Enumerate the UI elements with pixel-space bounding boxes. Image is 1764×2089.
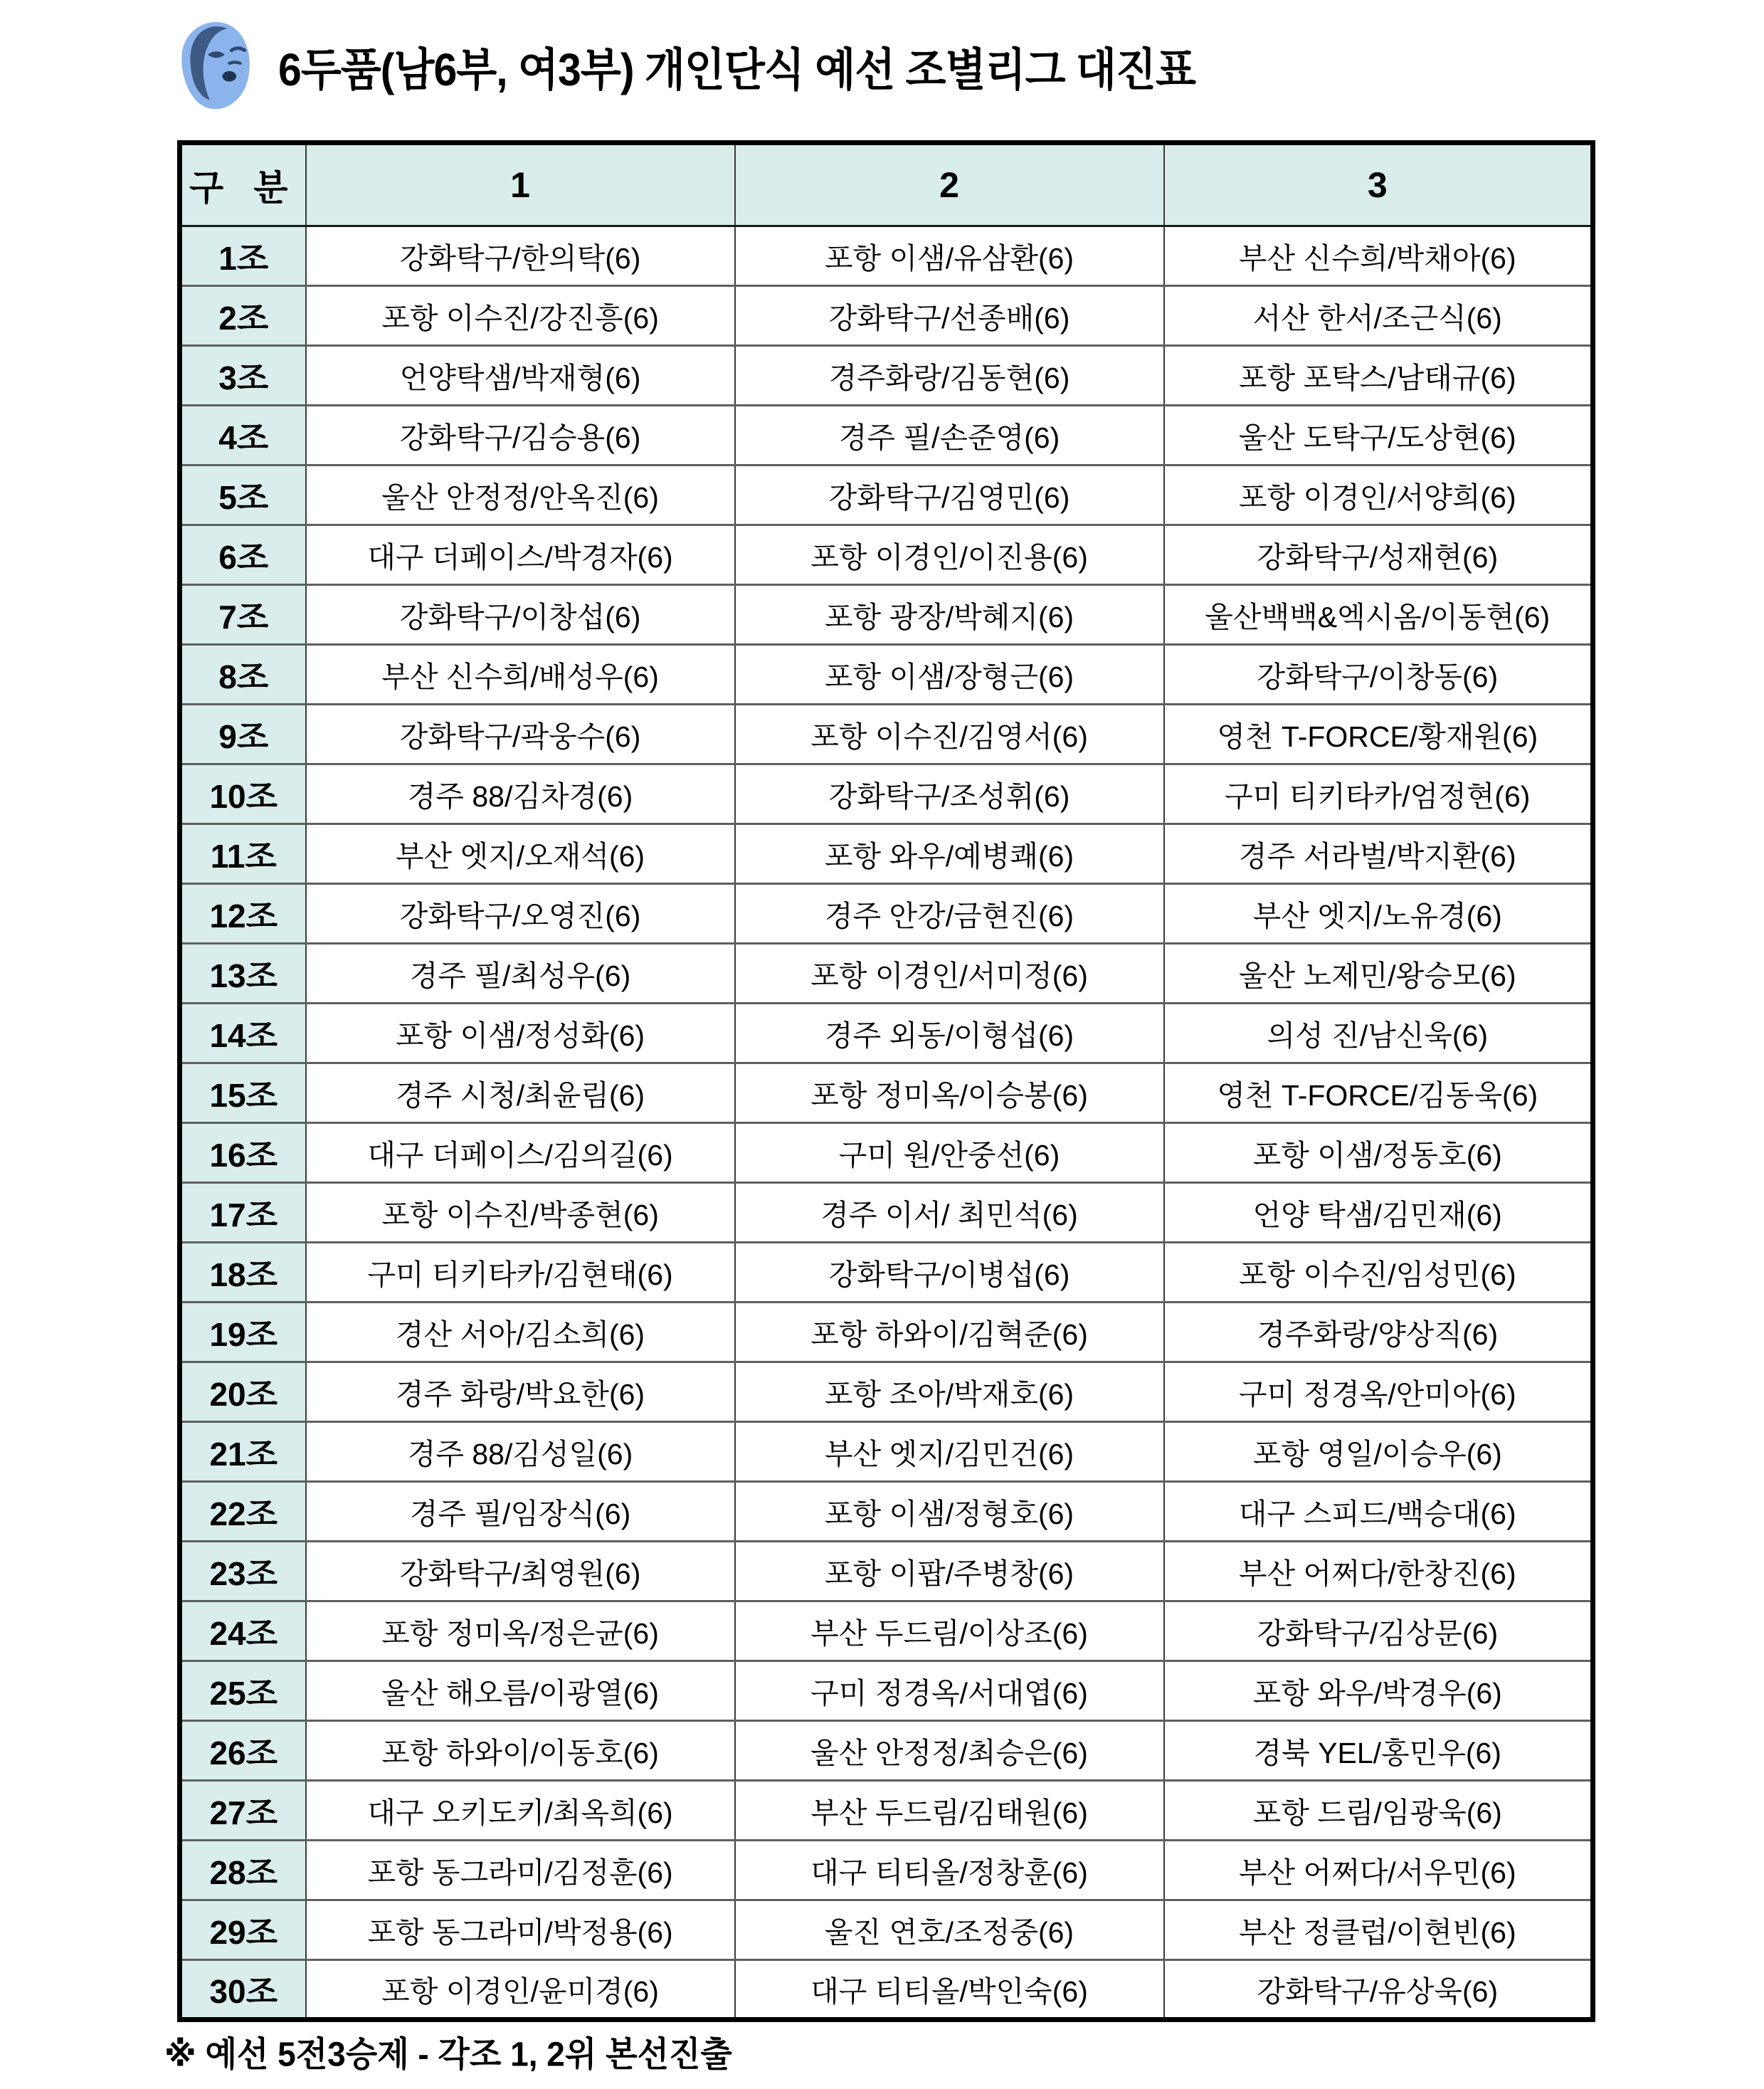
- group-label: 14조: [180, 1004, 306, 1063]
- team-cell-1: 강화탁구/오영진(6): [306, 884, 735, 944]
- table-row: [180, 1781, 1593, 1841]
- team-cell-3: 포항 드림/임광욱(6): [1164, 1781, 1593, 1841]
- header-col-3: 3: [1164, 143, 1593, 226]
- team-cell-1: 포항 이수진/강진흥(6): [306, 286, 735, 346]
- team-cell-1: 울산 안정정/안옥진(6): [306, 465, 735, 525]
- team-cell-1: 포항 정미옥/정은균(6): [306, 1601, 735, 1661]
- group-label: 12조: [180, 884, 306, 944]
- header-row: [180, 143, 1593, 226]
- team-cell-3: 부산 정클럽/이현빈(6): [1164, 1900, 1593, 1960]
- team-cell-2: 경주 이서/ 최민석(6): [735, 1183, 1164, 1243]
- group-label: 4조: [180, 406, 306, 465]
- table-row: [180, 226, 1593, 286]
- team-cell-1: 대구 오키도키/최옥희(6): [306, 1781, 735, 1841]
- team-cell-1: 강화탁구/김승용(6): [306, 406, 735, 465]
- team-cell-2: 경주 외동/이형섭(6): [735, 1004, 1164, 1063]
- team-cell-1: 부산 신수희/배성우(6): [306, 645, 735, 705]
- group-label: 8조: [180, 645, 306, 705]
- team-cell-1: 구미 티키타카/김현태(6): [306, 1243, 735, 1303]
- team-cell-1: 포항 이수진/박종현(6): [306, 1183, 735, 1243]
- team-cell-1: 경주 88/김차경(6): [306, 764, 735, 824]
- team-cell-2: 부산 두드림/이상조(6): [735, 1601, 1164, 1661]
- table-row: [180, 1063, 1593, 1123]
- group-label: 30조: [180, 1960, 306, 2020]
- team-cell-2: 포항 이샘/장형근(6): [735, 645, 1164, 705]
- team-cell-3: 경주화랑/양상직(6): [1164, 1303, 1593, 1362]
- table-row: [180, 645, 1593, 705]
- table-row: [180, 1721, 1593, 1781]
- group-label: 29조: [180, 1900, 306, 1960]
- team-cell-3: 포항 영일/이승우(6): [1164, 1422, 1593, 1482]
- team-cell-1: 포항 이경인/윤미경(6): [306, 1960, 735, 2020]
- footer-note: ※ 예선 5전3승제 - 각조 1, 2위 본선진출: [164, 2034, 732, 2074]
- team-cell-3: 부산 신수희/박채아(6): [1164, 226, 1593, 286]
- team-cell-2: 포항 정미옥/이승봉(6): [735, 1063, 1164, 1123]
- group-label: 3조: [180, 346, 306, 406]
- table-row: [180, 1004, 1593, 1063]
- team-cell-1: 경주 시청/최윤림(6): [306, 1063, 735, 1123]
- team-cell-3: 강화탁구/이창동(6): [1164, 645, 1593, 705]
- team-cell-3: 경주 서라벌/박지환(6): [1164, 824, 1593, 884]
- team-cell-3: 언양 탁샘/김민재(6): [1164, 1183, 1593, 1243]
- team-cell-2: 포항 이수진/김영서(6): [735, 705, 1164, 764]
- group-label: 9조: [180, 705, 306, 764]
- team-cell-3: 경북 YEL/홍민우(6): [1164, 1721, 1593, 1781]
- team-cell-1: 경주 화랑/박요한(6): [306, 1362, 735, 1422]
- team-cell-1: 포항 하와이/이동호(6): [306, 1721, 735, 1781]
- group-label: 7조: [180, 585, 306, 645]
- table-row: [180, 824, 1593, 884]
- team-cell-1: 울산 해오름/이광열(6): [306, 1661, 735, 1721]
- team-cell-1: 언양탁샘/박재형(6): [306, 346, 735, 406]
- team-cell-3: 서산 한서/조근식(6): [1164, 286, 1593, 346]
- team-cell-2: 대구 티티올/박인숙(6): [735, 1960, 1164, 2020]
- team-cell-1: 경산 서아/김소희(6): [306, 1303, 735, 1362]
- team-cell-3: 울산백백&엑시옴/이동현(6): [1164, 585, 1593, 645]
- team-cell-3: 포항 이경인/서양희(6): [1164, 465, 1593, 525]
- team-cell-3: 구미 정경옥/안미아(6): [1164, 1362, 1593, 1422]
- header-col-2: 2: [735, 143, 1164, 226]
- team-cell-3: 포항 포탁스/남태규(6): [1164, 346, 1593, 406]
- table-row: [180, 525, 1593, 585]
- team-cell-2: 울산 안정정/최승은(6): [735, 1721, 1164, 1781]
- title-row: [173, 20, 1195, 111]
- team-cell-1: 대구 더페이스/김의길(6): [306, 1123, 735, 1183]
- table-row: [180, 1900, 1593, 1960]
- team-cell-3: 구미 티키타카/엄정현(6): [1164, 764, 1593, 824]
- team-cell-2: 강화탁구/선종배(6): [735, 286, 1164, 346]
- header-gubun: 구 분: [180, 143, 306, 226]
- table-row: [180, 1542, 1593, 1601]
- team-cell-1: 강화탁구/곽웅수(6): [306, 705, 735, 764]
- team-cell-3: 울산 노제민/왕승모(6): [1164, 944, 1593, 1004]
- table-row: [180, 465, 1593, 525]
- table-row: [180, 1123, 1593, 1183]
- group-label: 17조: [180, 1183, 306, 1243]
- team-cell-2: 강화탁구/김영민(6): [735, 465, 1164, 525]
- group-label: 25조: [180, 1661, 306, 1721]
- team-cell-2: 포항 이경인/서미정(6): [735, 944, 1164, 1004]
- table-row: [180, 1303, 1593, 1362]
- table-row: [180, 1661, 1593, 1721]
- team-cell-2: 경주 안강/금현진(6): [735, 884, 1164, 944]
- team-cell-2: 포항 광장/박혜지(6): [735, 585, 1164, 645]
- team-cell-2: 포항 이경인/이진용(6): [735, 525, 1164, 585]
- group-label: 22조: [180, 1482, 306, 1542]
- team-cell-3: 강화탁구/유상욱(6): [1164, 1960, 1593, 2020]
- team-cell-2: 포항 와우/예병쾌(6): [735, 824, 1164, 884]
- team-cell-2: 포항 하와이/김혁준(6): [735, 1303, 1164, 1362]
- team-cell-1: 강화탁구/한의탁(6): [306, 226, 735, 286]
- team-cell-3: 부산 어쩌다/서우민(6): [1164, 1841, 1593, 1900]
- team-cell-2: 강화탁구/조성휘(6): [735, 764, 1164, 824]
- table-row: [180, 346, 1593, 406]
- team-cell-1: 대구 더페이스/박경자(6): [306, 525, 735, 585]
- team-cell-2: 부산 엣지/김민건(6): [735, 1422, 1164, 1482]
- table-row: [180, 884, 1593, 944]
- table-row: [180, 1601, 1593, 1661]
- group-label: 18조: [180, 1243, 306, 1303]
- team-cell-2: 구미 원/안중선(6): [735, 1123, 1164, 1183]
- team-cell-2: 부산 두드림/김태원(6): [735, 1781, 1164, 1841]
- group-label: 26조: [180, 1721, 306, 1781]
- team-cell-1: 포항 이샘/정성화(6): [306, 1004, 735, 1063]
- group-label: 13조: [180, 944, 306, 1004]
- group-label: 10조: [180, 764, 306, 824]
- team-cell-1: 경주 88/김성일(6): [306, 1422, 735, 1482]
- team-cell-3: 포항 와우/박경우(6): [1164, 1661, 1593, 1721]
- team-cell-3: 강화탁구/성재현(6): [1164, 525, 1593, 585]
- bracket-table-body: [180, 226, 1593, 2020]
- team-cell-1: 강화탁구/최영원(6): [306, 1542, 735, 1601]
- table-row: [180, 705, 1593, 764]
- team-cell-2: 울진 연호/조정중(6): [735, 1900, 1164, 1960]
- team-cell-2: 경주 필/손준영(6): [735, 406, 1164, 465]
- team-cell-2: 강화탁구/이병섭(6): [735, 1243, 1164, 1303]
- group-label: 1조: [180, 226, 306, 286]
- group-label: 21조: [180, 1422, 306, 1482]
- table-row: [180, 1422, 1593, 1482]
- group-label: 15조: [180, 1063, 306, 1123]
- team-cell-2: 포항 조아/박재호(6): [735, 1362, 1164, 1422]
- group-label: 24조: [180, 1601, 306, 1661]
- table-row: [180, 944, 1593, 1004]
- team-cell-3: 영천 T-FORCE/황재원(6): [1164, 705, 1593, 764]
- team-cell-1: 경주 필/임장식(6): [306, 1482, 735, 1542]
- team-cell-3: 부산 엣지/노유경(6): [1164, 884, 1593, 944]
- team-cell-3: 대구 스피드/백승대(6): [1164, 1482, 1593, 1542]
- group-label: 27조: [180, 1781, 306, 1841]
- team-cell-2: 포항 이샘/유삼환(6): [735, 226, 1164, 286]
- table-row: [180, 406, 1593, 465]
- table-row: [180, 286, 1593, 346]
- group-label: 20조: [180, 1362, 306, 1422]
- team-cell-3: 영천 T-FORCE/김동욱(6): [1164, 1063, 1593, 1123]
- group-label: 19조: [180, 1303, 306, 1362]
- page-title: 6두품(남6부, 여3부) 개인단식 예선 조별리그 대진표: [278, 44, 1195, 95]
- table-row: [180, 1482, 1593, 1542]
- group-label: 28조: [180, 1841, 306, 1900]
- table-row: [180, 764, 1593, 824]
- team-cell-3: 포항 이샘/정동호(6): [1164, 1123, 1593, 1183]
- bracket-table: [177, 140, 1595, 2022]
- group-label: 5조: [180, 465, 306, 525]
- group-label: 16조: [180, 1123, 306, 1183]
- header-col-1: 1: [306, 143, 735, 226]
- table-row: [180, 1183, 1593, 1243]
- group-label: 23조: [180, 1542, 306, 1601]
- team-cell-3: 부산 어쩌다/한창진(6): [1164, 1542, 1593, 1601]
- group-label: 2조: [180, 286, 306, 346]
- table-row: [180, 1243, 1593, 1303]
- blue-face-icon: [173, 20, 260, 111]
- table-row: [180, 585, 1593, 645]
- table-row: [180, 1841, 1593, 1900]
- table-row: [180, 1960, 1593, 2020]
- team-cell-3: 울산 도탁구/도상현(6): [1164, 406, 1593, 465]
- team-cell-2: 구미 정경옥/서대엽(6): [735, 1661, 1164, 1721]
- team-cell-2: 포항 이샘/정형호(6): [735, 1482, 1164, 1542]
- team-cell-2: 대구 티티올/정창훈(6): [735, 1841, 1164, 1900]
- group-label: 11조: [180, 824, 306, 884]
- team-cell-1: 부산 엣지/오재석(6): [306, 824, 735, 884]
- team-cell-1: 강화탁구/이창섭(6): [306, 585, 735, 645]
- group-label: 6조: [180, 525, 306, 585]
- team-cell-1: 포항 동그라미/박정용(6): [306, 1900, 735, 1960]
- team-cell-1: 포항 동그라미/김정훈(6): [306, 1841, 735, 1900]
- team-cell-3: 강화탁구/김상문(6): [1164, 1601, 1593, 1661]
- table-row: [180, 1362, 1593, 1422]
- team-cell-2: 포항 이팝/주병창(6): [735, 1542, 1164, 1601]
- team-cell-1: 경주 필/최성우(6): [306, 944, 735, 1004]
- team-cell-3: 의성 진/남신욱(6): [1164, 1004, 1593, 1063]
- team-cell-3: 포항 이수진/임성민(6): [1164, 1243, 1593, 1303]
- team-cell-2: 경주화랑/김동현(6): [735, 346, 1164, 406]
